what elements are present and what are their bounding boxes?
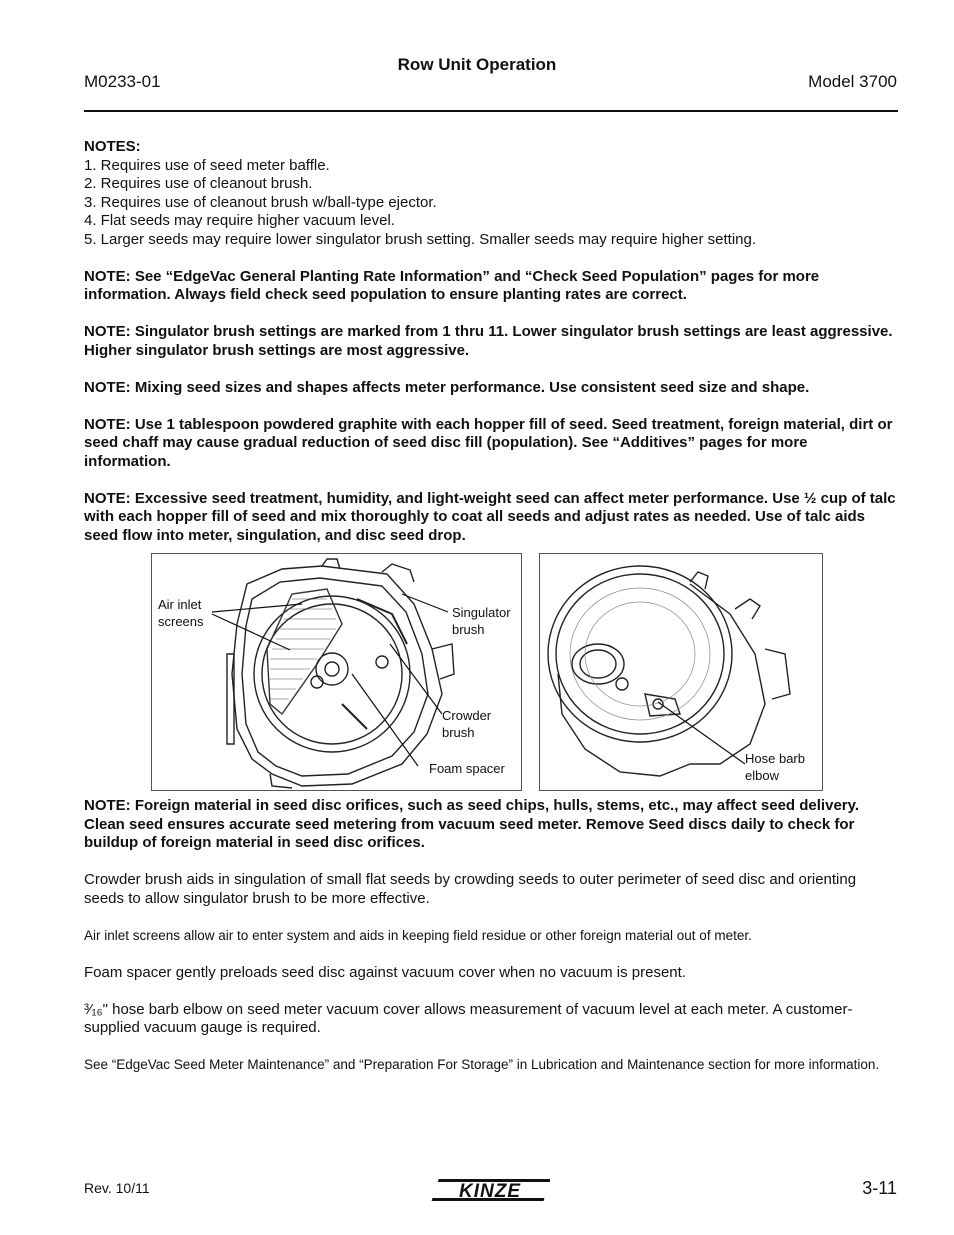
revision-date: Rev. 10/11 <box>84 1180 150 1196</box>
label-singulator-brush: Singulator brush <box>452 605 511 637</box>
bold-note: NOTE: Use 1 tablespoon powdered graphite with each hopper fill of seed. Seed treatment, foreign material, dirt or seed chaff may cause gradual reduction of seed disc fill (population). See “Additives” pages for more information. <box>84 415 893 470</box>
notes-title: NOTES: <box>84 138 141 155</box>
paragraph-hose-barb: ³⁄₁₆" hose barb elbow on seed meter vacuum cover allows measurement of vacuum level at each meter. A customer-supplied vacuum gauge is required. <box>84 1000 853 1036</box>
paragraph-see-maintenance: See “EdgeVac Seed Meter Maintenance” and “Preparation For Storage” in Lubrication and Maintenance section for more information. <box>84 1057 880 1072</box>
note-item: 4. Flat seeds may require higher vacuum level. <box>84 212 395 229</box>
paragraph-crowder: Crowder brush aids in singulation of small flat seeds by crowding seeds to outer perimeter of seed disc and orienting seeds to allow singulator brush to be more effective. <box>84 871 857 907</box>
seed-meter-figure-right <box>539 553 823 791</box>
doc-number: M0233-01 <box>84 72 161 91</box>
bold-note: NOTE: Singulator brush settings are marked from 1 thru 11. Lower singulator brush settings are least aggressive. Higher singulator brush settings are most aggressive. <box>84 323 893 359</box>
bold-note: NOTE: Excessive seed treatment, humidity, and light-weight seed can affect meter performance. Use ½ cup of talc with each hopper fill of seed and mix thoroughly to coat all seeds and adjust rates as needed. Use of talc aids seed flow into meter, singulation, and disc seed drop. <box>84 489 896 544</box>
paragraph-foam-spacer: Foam spacer gently preloads seed disc against vacuum cover when no vacuum is present. <box>84 963 686 981</box>
kinze-logo <box>430 1175 550 1210</box>
label-air-inlet-screens: Air inlet screens <box>158 597 204 629</box>
page-number: 3-11 <box>862 1178 897 1198</box>
paragraph-air-inlet: Air inlet screens allow air to enter system and aids in keeping field residue or other foreign material out of meter. <box>84 927 752 943</box>
seed-meter-open-illustration <box>152 554 521 790</box>
model-name: Model 3700 <box>808 72 897 91</box>
notes-content <box>84 138 898 545</box>
label-foam-spacer: Foam spacer <box>429 761 505 776</box>
bold-note: NOTE: See “EdgeVac General Planting Rate Information” and “Check Seed Population” pages for more information. Always field check seed population to ensure planting rates are correct. <box>84 267 820 303</box>
kinze-logo-mark <box>430 1175 550 1205</box>
label-hose-barb-elbow: Hose barb elbow <box>745 751 805 783</box>
note-item: 1. Requires use of seed meter baffle. <box>84 156 330 174</box>
bold-note: NOTE: Mixing seed sizes and shapes affects meter performance. Use consistent seed size and shape. <box>84 378 810 396</box>
note-item: 5. Larger seeds may require lower singulator brush setting. Smaller seeds may require higher setting. <box>84 230 756 248</box>
label-crowder-brush: Crowder brush <box>442 708 492 740</box>
kinze-logo-text: KINZE <box>459 1181 521 1202</box>
seed-meter-figure-left <box>151 553 522 791</box>
section-title: Row Unit Operation <box>397 55 557 74</box>
note-item: 2. Requires use of cleanout brush. <box>84 175 313 192</box>
foreign-material-note: NOTE: Foreign material in seed disc orifices, such as seed chips, hulls, stems, etc., may affect seed delivery. Clean seed ensures accurate seed metering from vacuum seed meter. Remove Seed discs daily to check for buildup of foreign material in seed disc orifices. <box>84 797 860 851</box>
lower-content <box>84 797 898 1075</box>
header-rule <box>84 110 898 112</box>
note-item: 3. Requires use of cleanout brush w/ball-type ejector. <box>84 193 437 211</box>
